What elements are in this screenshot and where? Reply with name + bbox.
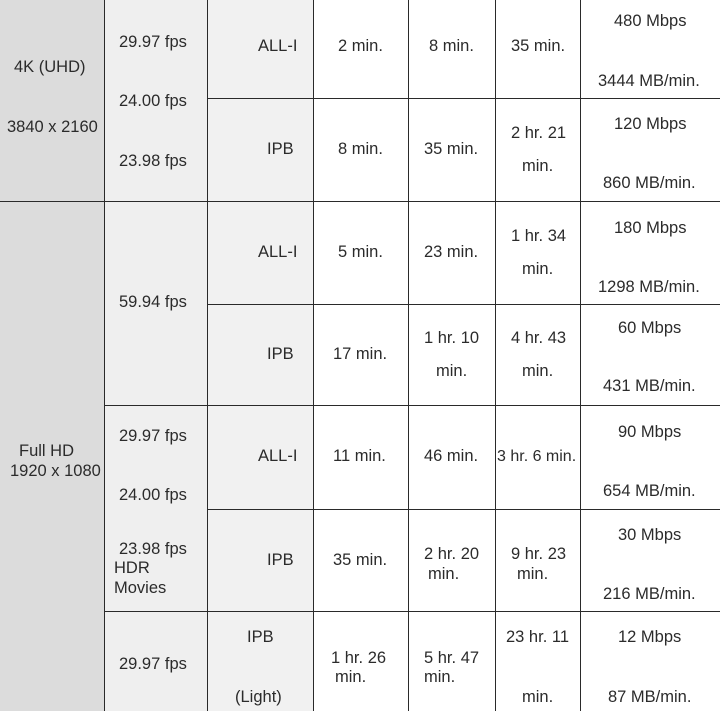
time-cell	[314, 99, 409, 202]
fps-note: Movies	[114, 579, 167, 597]
bitrate-value: 180 Mbps	[614, 219, 687, 237]
filesize-value: 1298 MB/min.	[598, 278, 700, 296]
bitrate-cell	[581, 406, 720, 510]
time-value: 11 min.	[333, 447, 386, 465]
time-value: min.	[522, 157, 554, 175]
time-cell	[496, 99, 581, 202]
time-value: 8 min.	[338, 140, 383, 158]
time-value: min.	[522, 362, 554, 380]
fps-value: 29.97 fps	[119, 427, 187, 445]
time-value: 3 hr. 6 min.	[497, 448, 577, 465]
fps-value: 29.97 fps	[119, 655, 187, 673]
bitrate-cell	[581, 305, 720, 406]
filesize-value: 654 MB/min.	[603, 482, 696, 500]
time-cell	[496, 0, 581, 99]
time-value: min.	[522, 688, 554, 706]
fps-value: 59.94 fps	[119, 293, 187, 311]
compression-label: ALL-I	[258, 37, 298, 55]
time-value: 2 hr. 21	[511, 124, 567, 142]
fps-cell-light	[105, 612, 208, 711]
bitrate-cell	[581, 0, 720, 99]
time-value: 35 min.	[333, 551, 388, 569]
filesize-value: 3444 MB/min.	[598, 72, 700, 90]
resolution-label: 4K (UHD)	[14, 58, 86, 76]
resolution-cell-4k	[0, 0, 105, 202]
time-value: min.	[522, 260, 554, 278]
time-cell	[409, 510, 496, 612]
time-cell	[314, 406, 409, 510]
time-cell	[409, 99, 496, 202]
time-cell	[314, 202, 409, 305]
time-cell	[409, 202, 496, 305]
compression-label: IPB	[267, 345, 294, 363]
time-cell	[496, 202, 581, 305]
time-value: 1 hr. 34	[511, 227, 567, 245]
time-cell	[409, 406, 496, 510]
time-value: 5 min.	[338, 243, 383, 261]
time-value: 4 hr. 43	[511, 329, 567, 347]
resolution-dims: 3840 x 2160	[7, 118, 98, 136]
time-value: 5 hr. 47	[424, 649, 480, 667]
time-value: min.	[517, 565, 549, 583]
time-cell	[409, 305, 496, 406]
time-value: 8 min.	[429, 37, 474, 55]
fps-cell-5994	[105, 202, 208, 406]
time-value: 9 hr. 23	[511, 545, 567, 563]
fps-value: 23.98 fps	[119, 540, 187, 558]
time-cell	[314, 0, 409, 99]
time-cell	[314, 305, 409, 406]
fps-cell-4k	[105, 0, 208, 202]
time-value: 35 min.	[511, 37, 566, 55]
compression-cell	[208, 612, 314, 711]
time-value: 2 hr. 20	[424, 545, 480, 563]
fps-cell-2997-group	[105, 406, 208, 612]
bitrate-cell	[581, 99, 720, 202]
compression-cell	[208, 202, 314, 305]
compression-label: ALL-I	[258, 447, 298, 465]
time-cell	[409, 612, 496, 711]
resolution-label: Full HD	[19, 442, 75, 460]
compression-cell	[208, 99, 314, 202]
bitrate-cell	[581, 612, 720, 711]
bitrate-value: 30 Mbps	[618, 526, 682, 544]
compression-label: IPB	[247, 628, 274, 646]
time-cell	[314, 612, 409, 711]
time-cell	[496, 612, 581, 711]
bitrate-value: 120 Mbps	[614, 115, 687, 133]
time-value: min.	[424, 668, 456, 686]
fps-value: 24.00 fps	[119, 92, 187, 110]
time-value: 35 min.	[424, 140, 479, 158]
time-value: min.	[428, 565, 460, 583]
compression-cell	[208, 0, 314, 99]
time-value: 1 hr. 10	[424, 329, 480, 347]
time-cell	[496, 406, 581, 510]
filesize-value: 216 MB/min.	[603, 585, 696, 603]
compression-label: ALL-I	[258, 243, 298, 261]
time-value: min.	[436, 362, 468, 380]
filesize-value: 87 MB/min.	[608, 688, 692, 706]
bitrate-value: 12 Mbps	[618, 628, 682, 646]
time-value: 17 min.	[333, 345, 388, 363]
time-cell	[409, 0, 496, 99]
fps-note: HDR	[114, 559, 150, 577]
compression-label: IPB	[267, 551, 294, 569]
time-value: 1 hr. 26	[331, 649, 387, 667]
time-cell	[496, 510, 581, 612]
time-value: min.	[335, 668, 367, 686]
compression-label: (Light)	[235, 688, 282, 706]
resolution-dims: 1920 x 1080	[10, 462, 101, 480]
compression-cell	[208, 406, 314, 510]
fps-value: 24.00 fps	[119, 486, 187, 504]
time-value: 23 hr. 11	[506, 628, 569, 646]
bitrate-cell	[581, 202, 720, 305]
filesize-value: 431 MB/min.	[603, 377, 696, 395]
bitrate-value: 480 Mbps	[614, 12, 687, 30]
resolution-cell-fullhd	[0, 202, 105, 711]
time-value: 46 min.	[424, 447, 479, 465]
time-cell	[314, 510, 409, 612]
bitrate-value: 60 Mbps	[618, 319, 682, 337]
time-cell	[496, 305, 581, 406]
compression-label: IPB	[267, 140, 294, 158]
fps-value: 29.97 fps	[119, 33, 187, 51]
filesize-value: 860 MB/min.	[603, 174, 696, 192]
bitrate-cell	[581, 510, 720, 612]
compression-cell	[208, 510, 314, 612]
compression-cell	[208, 305, 314, 406]
fps-value: 23.98 fps	[119, 152, 187, 170]
time-value: 2 min.	[338, 37, 383, 55]
bitrate-value: 90 Mbps	[618, 423, 682, 441]
time-value: 23 min.	[424, 243, 479, 261]
